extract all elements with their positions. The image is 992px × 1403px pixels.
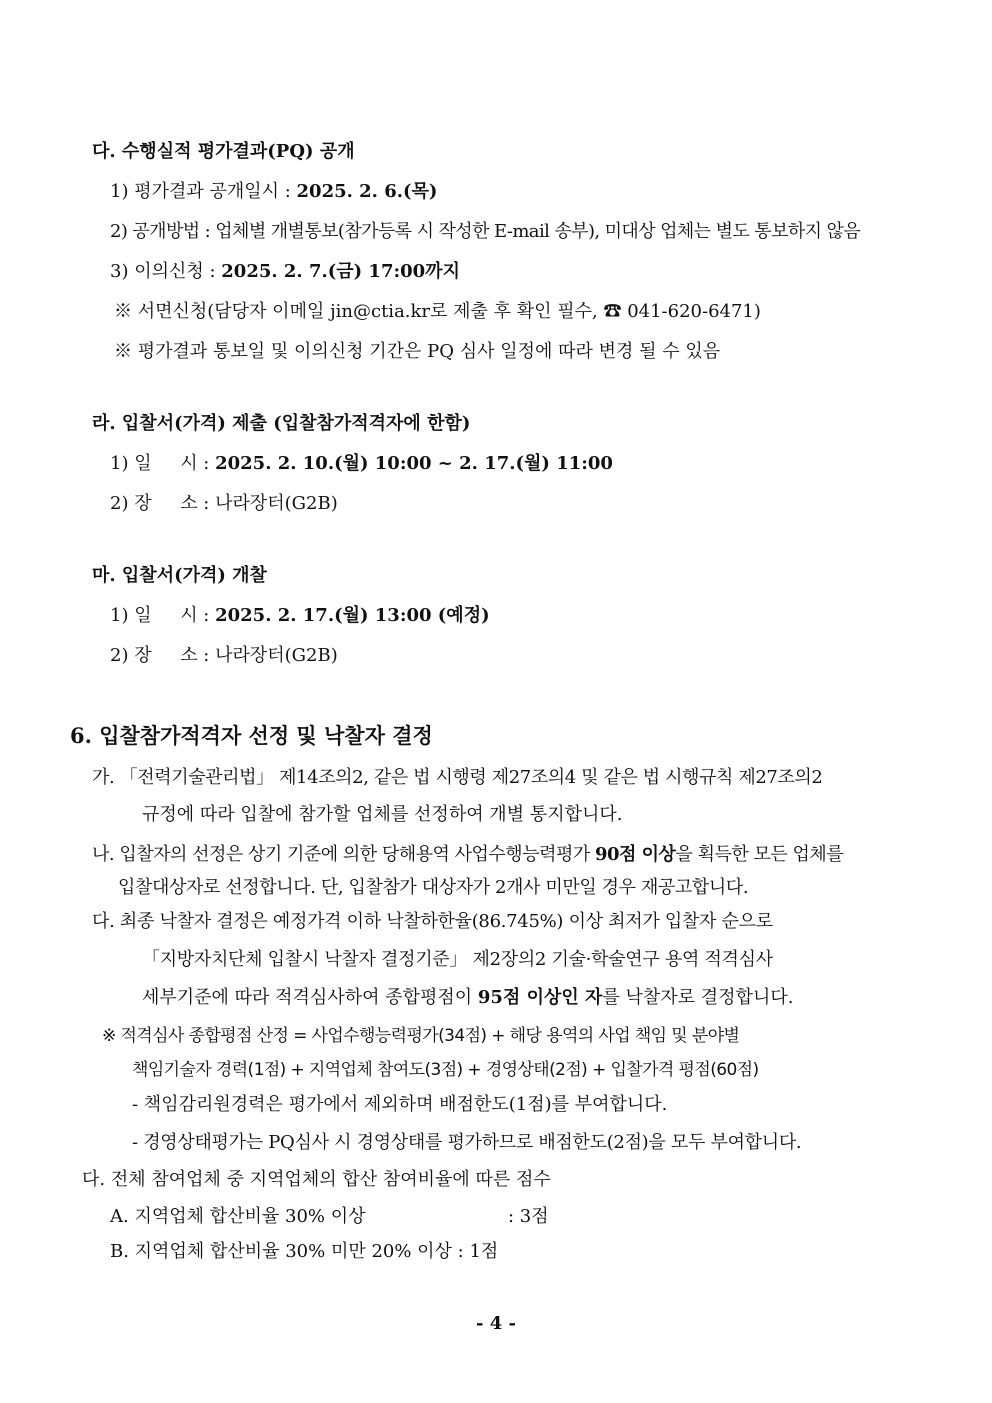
da-threshold-95: 95점 이상인 자 [477,987,603,1008]
da-local-participation-heading: 다. 전체 참여업체 중 지역업체의 합산 참여비율에 따른 점수 [82,1169,551,1190]
bid-submission-date-value: 2025. 2. 10.(월) 10:00 ~ 2. 17.(월) 11:00 [215,453,613,474]
section-heading-pq-disclosure: 다. 수행실적 평가결과(PQ) 공개 [92,141,355,162]
local-ratio-a [110,1205,549,1229]
na-threshold-90: 90점 이상 [594,844,676,865]
pq-objection-value: 2025. 2. 7.(금) 17:00까지 [221,261,460,282]
local-ratio-a-label: A. 지역업체 합산비율 30% 이상 [110,1206,366,1227]
dash-supervisor-career: - 책임감리원경력은 평가에서 제외하며 배점한도(1점)를 부여합니다. [132,1094,668,1115]
da-line-1: 다. 최종 낙찰자 결정은 예정가격 이하 낙찰하한율(86.745%) 이상 최저가 입찰자 순으로 [92,911,773,932]
na-line-1-text: 나. 입찰자의 선정은 상기 기준에 의한 당해용역 사업수행능력평가 [92,844,595,865]
bid-opening-date [110,604,490,628]
da-line-3-text: 세부기준에 따라 적격심사하여 종합평점이 [142,987,478,1008]
local-ratio-b: B. 지역업체 합산비율 30% 미만 20% 이상 : 1점 [110,1241,499,1262]
note-written-request: ※ 서면신청(담당자 이메일 jin@ctia.kr로 제출 후 확인 필수, ☎ 041-620-6471) [114,301,761,322]
ga-line-1: 가. 「전력기술관리법」 제14조의2, 같은 법 시행령 제27조의4 및 같은 법 시행규칙 제27조의2 [92,767,823,788]
page-number: - 4 - [476,1313,516,1334]
section-6-heading: 6. 입찰참가적격자 선정 및 낙찰자 결정 [70,723,433,748]
da-line-3-tail: 를 낙찰자로 결정합니다. [602,987,794,1008]
pq-disclosure-date-label: 1) 평가결과 공개일시 : [110,181,297,202]
da-line-2: 「지방자치단체 입찰시 낙찰자 결정기준」 제2장의2 기술·학술연구 용역 적격심사 [142,949,773,970]
pq-objection [110,260,460,284]
pq-disclosure-date [110,180,437,204]
local-ratio-a-score: : 3점 [508,1206,549,1227]
da-line-3 [142,986,793,1010]
ga-line-2: 규정에 따라 입찰에 참가할 업체를 선정하여 개별 통지합니다. [142,804,623,825]
note-score-formula-1: ※ 적격심사 종합평점 산정 = 사업수행능력평가(34점) + 해당 용역의 사업 책임 및 분야별 [102,1026,740,1046]
na-line-1 [92,843,843,867]
bid-opening-date-label: 1) 일 시 : [110,605,216,626]
dash-management-status: - 경영상태평가는 PQ심사 시 경영상태를 평가하므로 배점한도(2점)을 모두 부여합니다. [132,1132,802,1153]
bid-opening-place: 2) 장 소 : 나라장터(G2B) [110,645,338,666]
section-heading-bid-opening: 마. 입찰서(가격) 개찰 [92,565,267,586]
bid-submission-date-label: 1) 일 시 : [110,453,216,474]
section-heading-bid-submission: 라. 입찰서(가격) 제출 (입찰참가적격자에 한함) [92,413,471,434]
pq-disclosure-method: 2) 공개방법 : 업체별 개별통보(참가등록 시 작성한 E-mail 송부), 미대상 업체는 별도 통보하지 않음 [110,221,861,242]
na-line-1-tail: 을 획득한 모든 업체를 [675,844,844,865]
bid-submission-date [110,452,613,476]
pq-objection-label: 3) 이의신청 : [110,261,222,282]
note-score-formula-2: 책임기술자 경력(1점) + 지역업체 참여도(3점) + 경영상태(2점) + 입찰가격 평점(60점) [132,1060,759,1080]
pq-disclosure-date-value: 2025. 2. 6.(목) [296,181,438,202]
bid-opening-date-value: 2025. 2. 17.(월) 13:00 (예정) [215,605,490,626]
note-schedule-change: ※ 평가결과 통보일 및 이의신청 기간은 PQ 심사 일정에 따라 변경 될 수 있음 [114,341,721,362]
bid-submission-place: 2) 장 소 : 나라장터(G2B) [110,493,338,514]
na-line-2: 입찰대상자로 선정합니다. 단, 입찰참가 대상자가 2개사 미만일 경우 재공고합니다. [118,877,749,898]
